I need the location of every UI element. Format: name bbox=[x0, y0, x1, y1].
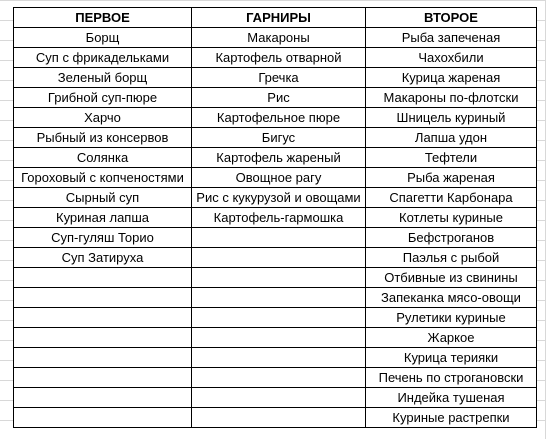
first-course-cell[interactable] bbox=[14, 388, 192, 408]
second-course-cell[interactable]: Курица жареная bbox=[366, 68, 537, 88]
table-row bbox=[14, 208, 537, 228]
side-dish-cell[interactable]: Гречка bbox=[192, 68, 366, 88]
side-dish-cell[interactable]: Картофельное пюре bbox=[192, 108, 366, 128]
first-course-cell[interactable] bbox=[14, 288, 192, 308]
side-dish-cell[interactable]: Рис bbox=[192, 88, 366, 108]
table-row bbox=[14, 188, 537, 208]
header-cell-sides[interactable]: ГАРНИРЫ bbox=[192, 8, 366, 28]
table-body bbox=[14, 28, 537, 428]
first-course-cell[interactable]: Солянка bbox=[14, 148, 192, 168]
second-course-cell[interactable]: Котлеты куриные bbox=[366, 208, 537, 228]
side-dish-cell[interactable] bbox=[192, 248, 366, 268]
first-course-cell[interactable]: Грибной суп-пюре bbox=[14, 88, 192, 108]
side-dish-cell[interactable] bbox=[192, 368, 366, 388]
first-course-cell[interactable] bbox=[14, 348, 192, 368]
table-row bbox=[14, 148, 537, 168]
table-row bbox=[14, 48, 537, 68]
first-course-cell[interactable] bbox=[14, 268, 192, 288]
table-row bbox=[14, 348, 537, 368]
table-row bbox=[14, 388, 537, 408]
side-dish-cell[interactable]: Картофель-гармошка bbox=[192, 208, 366, 228]
second-course-cell[interactable]: Рулетики куриные bbox=[366, 308, 537, 328]
first-course-cell[interactable]: Рыбный из консервов bbox=[14, 128, 192, 148]
side-dish-cell[interactable]: Овощное рагу bbox=[192, 168, 366, 188]
table-row bbox=[14, 328, 537, 348]
side-dish-cell[interactable] bbox=[192, 288, 366, 308]
menu-table bbox=[13, 7, 537, 428]
second-course-cell[interactable]: Индейка тушеная bbox=[366, 388, 537, 408]
first-course-cell[interactable] bbox=[14, 408, 192, 428]
table-row bbox=[14, 268, 537, 288]
table-row bbox=[14, 88, 537, 108]
second-course-cell[interactable]: Лапша удон bbox=[366, 128, 537, 148]
side-dish-cell[interactable] bbox=[192, 268, 366, 288]
second-course-cell[interactable]: Бефстроганов bbox=[366, 228, 537, 248]
table-row bbox=[14, 368, 537, 388]
header-cell-second[interactable]: ВТОРОЕ bbox=[366, 8, 537, 28]
first-course-cell[interactable]: Куриная лапша bbox=[14, 208, 192, 228]
first-course-cell[interactable]: Суп Затируха bbox=[14, 248, 192, 268]
table-row bbox=[14, 228, 537, 248]
table-row bbox=[14, 68, 537, 88]
side-dish-cell[interactable] bbox=[192, 228, 366, 248]
second-course-cell[interactable]: Печень по строгановски bbox=[366, 368, 537, 388]
second-course-cell[interactable]: Шницель куриный bbox=[366, 108, 537, 128]
second-course-cell[interactable]: Запеканка мясо-овощи bbox=[366, 288, 537, 308]
first-course-cell[interactable]: Сырный суп bbox=[14, 188, 192, 208]
first-course-cell[interactable]: Суп с фрикадельками bbox=[14, 48, 192, 68]
table-row bbox=[14, 108, 537, 128]
first-course-cell[interactable]: Гороховый с копченостями bbox=[14, 168, 192, 188]
first-course-cell[interactable]: Борщ bbox=[14, 28, 192, 48]
side-dish-cell[interactable] bbox=[192, 388, 366, 408]
second-course-cell[interactable]: Жаркое bbox=[366, 328, 537, 348]
first-course-cell[interactable]: Зеленый борщ bbox=[14, 68, 192, 88]
table-row bbox=[14, 408, 537, 428]
side-dish-cell[interactable] bbox=[192, 308, 366, 328]
second-course-cell[interactable]: Спагетти Карбонара bbox=[366, 188, 537, 208]
second-course-cell[interactable]: Чахохбили bbox=[366, 48, 537, 68]
table-row bbox=[14, 128, 537, 148]
table-row bbox=[14, 248, 537, 268]
table-row bbox=[14, 168, 537, 188]
table-row bbox=[14, 288, 537, 308]
second-course-cell[interactable]: Рыба запеченая bbox=[366, 28, 537, 48]
side-dish-cell[interactable]: Картофель отварной bbox=[192, 48, 366, 68]
side-dish-cell[interactable]: Картофель жареный bbox=[192, 148, 366, 168]
second-course-cell[interactable]: Рыба жареная bbox=[366, 168, 537, 188]
second-course-cell[interactable]: Макароны по-флотски bbox=[366, 88, 537, 108]
side-dish-cell[interactable]: Бигус bbox=[192, 128, 366, 148]
second-course-cell[interactable]: Отбивные из свинины bbox=[366, 268, 537, 288]
header-cell-first[interactable]: ПЕРВОЕ bbox=[14, 8, 192, 28]
table-row bbox=[14, 308, 537, 328]
first-course-cell[interactable] bbox=[14, 308, 192, 328]
side-dish-cell[interactable]: Рис с кукурузой и овощами bbox=[192, 188, 366, 208]
header-row bbox=[14, 8, 537, 28]
second-course-cell[interactable]: Куриные растрепки bbox=[366, 408, 537, 428]
first-course-cell[interactable] bbox=[14, 328, 192, 348]
second-course-cell[interactable]: Тефтели bbox=[366, 148, 537, 168]
side-dish-cell[interactable] bbox=[192, 328, 366, 348]
side-dish-cell[interactable]: Макароны bbox=[192, 28, 366, 48]
first-course-cell[interactable]: Суп-гуляш Торио bbox=[14, 228, 192, 248]
first-course-cell[interactable]: Харчо bbox=[14, 108, 192, 128]
second-course-cell[interactable]: Паэлья с рыбой bbox=[366, 248, 537, 268]
side-dish-cell[interactable] bbox=[192, 408, 366, 428]
side-dish-cell[interactable] bbox=[192, 348, 366, 368]
table-row bbox=[14, 28, 537, 48]
second-course-cell[interactable]: Курица терияки bbox=[366, 348, 537, 368]
first-course-cell[interactable] bbox=[14, 368, 192, 388]
